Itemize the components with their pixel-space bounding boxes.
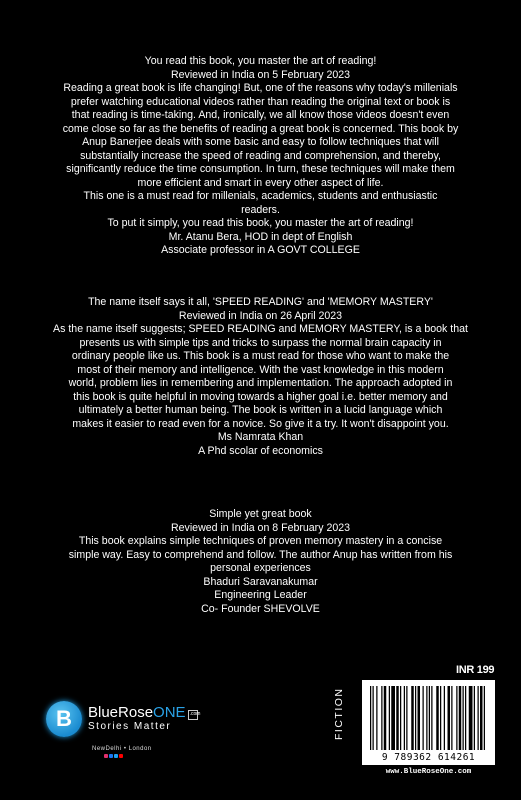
review-date: Reviewed in India on 26 April 2023 — [178, 309, 343, 322]
review-body-line: substantially increase the speed of reading and comprehension, and thereby, — [80, 149, 441, 162]
facebook-icon — [109, 754, 113, 758]
barcode-bar — [474, 686, 475, 750]
review-body-line: significantly reduce the time consumption. In turn, these techniques will make them — [66, 163, 455, 175]
barcode-bar — [440, 686, 441, 750]
barcode-bar — [389, 686, 390, 750]
review-1 — [30, 55, 491, 258]
review-body-line: this book is quite helpful in moving towards a higher goal i.e. better memory and — [73, 390, 448, 403]
barcode-bar — [415, 686, 416, 750]
review-body-line: world, problem lies in remembering and implementation. The approach adopted in — [68, 377, 453, 389]
review-body-line: ordinary people like us. This book is a must read for those who want to make the — [71, 350, 450, 362]
youtube-icon — [119, 754, 123, 758]
review-body-line: that reading is time-taking. And, ironically, we all know those videos doesn't even — [71, 109, 450, 121]
barcode-bar — [384, 686, 387, 750]
barcode-bar — [423, 686, 424, 750]
review-body-line: personal experiences — [210, 562, 311, 574]
reviewer-role: A Phd scolar of economics — [198, 444, 323, 457]
review-body-line: Reading a great book is life changing! But, one of the reasons why today's millenials — [63, 82, 458, 94]
review-body-line: come close so far as the benefits of reading a great book is concerned. This book by — [62, 122, 459, 135]
barcode-bar — [418, 686, 421, 750]
publisher-website: www.BlueRoseOne.com — [385, 768, 472, 776]
review-date: Reviewed in India on 8 February 2023 — [170, 521, 351, 534]
barcode-bar — [478, 686, 479, 750]
isbn-digits: 9 789362 614261 — [381, 752, 476, 763]
review-body-line: most of their memory and intelligence. With the vast knowledge in this modern — [77, 363, 444, 376]
barcode-bar — [448, 686, 451, 750]
genre-label: FICTION — [333, 687, 345, 740]
reviewer-name: Ms Namrata Khan — [217, 431, 304, 443]
publisher-name-part1: BlueRose — [88, 704, 154, 721]
barcode-bar — [381, 686, 382, 750]
logo-letter: B — [56, 706, 72, 731]
review-body-line: readers. — [241, 203, 280, 216]
barcode-bar — [411, 686, 414, 750]
review-body-line: more efficient and smart in every other aspect of life. — [137, 176, 384, 189]
review-body-line: As the name itself suggests; SPEED READING and MEMORY MASTERY, is a book that — [53, 323, 468, 335]
barcode-bar — [463, 686, 464, 750]
review-body-line: simple way. Easy to comprehend and follow. The author Anup has written from his — [68, 548, 453, 561]
review-body-line: ultimately a better human being. The book is written in a lucid language which — [78, 404, 443, 416]
instagram-icon — [104, 754, 108, 758]
barcode-bar — [459, 686, 462, 750]
publisher-badge: .com — [188, 710, 198, 720]
barcode-bar — [444, 686, 445, 750]
publisher-logo-icon — [46, 701, 82, 737]
barcode-bar — [436, 686, 439, 750]
reviewer-role: Engineering Leader — [214, 589, 307, 601]
review-3 — [30, 508, 491, 616]
isbn-barcode — [362, 680, 495, 765]
review-body-line: This book explains simple techniques of proven memory mastery in a concise — [78, 535, 443, 547]
barcode-bar — [480, 686, 483, 750]
social-icons — [104, 754, 124, 760]
review-body-line: Anup Banerjee deals with some basic and easy to follow techniques that will — [82, 136, 439, 148]
publisher-tagline: Stories Matter — [88, 721, 172, 732]
barcode-bar — [429, 686, 430, 750]
barcode-bar — [404, 686, 405, 750]
review-title: Simple yet great book — [209, 508, 312, 520]
reviewer-name: Bhaduri Saravanakumar — [203, 575, 318, 588]
twitter-icon — [114, 754, 118, 758]
review-body-line: makes it easier to read even for a novice. So give it a try. It won't disappoint you. — [72, 417, 449, 430]
barcode-bar — [469, 686, 473, 750]
barcode-bar — [426, 686, 427, 750]
barcode-bar — [484, 686, 485, 750]
review-body-line: presents us with simple tips and tricks to surpass the normal brain capacity in — [79, 336, 442, 349]
barcode-bar — [400, 686, 401, 750]
barcode-bar — [465, 686, 466, 750]
barcode-bar — [451, 686, 452, 750]
price-label: INR 199 — [456, 664, 495, 676]
review-title: You read this book, you master the art of reading! — [144, 55, 377, 67]
reviewer-role-2: Co- Founder SHEVOLVE — [201, 602, 320, 615]
publisher-cities: NewDelhi • London — [92, 746, 152, 752]
barcode-bar — [456, 686, 457, 750]
review-body-line: prefer watching educational videos rather than reading the original text or book is — [70, 95, 451, 108]
barcode-bar — [391, 686, 395, 750]
reviewer-role: Associate professor in A GOVT COLLEGE — [161, 244, 360, 256]
barcode-bar — [376, 686, 377, 750]
review-2 — [30, 296, 491, 458]
barcode-bar — [431, 686, 432, 750]
review-body-line: To put it simply, you read this book, you master the art of reading! — [107, 217, 414, 229]
review-body-line: This one is a must read for millenials, academics, students and enthusiastic — [83, 190, 438, 202]
review-date: Reviewed in India on 5 February 2023 — [170, 68, 351, 81]
publisher-name — [88, 704, 201, 721]
publisher-logo — [46, 698, 246, 758]
barcode-bar — [373, 686, 374, 750]
barcode-bar — [370, 686, 371, 750]
barcode-bar — [406, 686, 407, 750]
publisher-name-part2: ONE — [153, 704, 186, 721]
review-title: The name itself says it all, 'SPEED READING' and 'MEMORY MASTERY' — [88, 296, 433, 308]
reviewer-name: Mr. Atanu Bera, HOD in dept of English — [168, 230, 353, 243]
barcode-bar — [396, 686, 399, 750]
